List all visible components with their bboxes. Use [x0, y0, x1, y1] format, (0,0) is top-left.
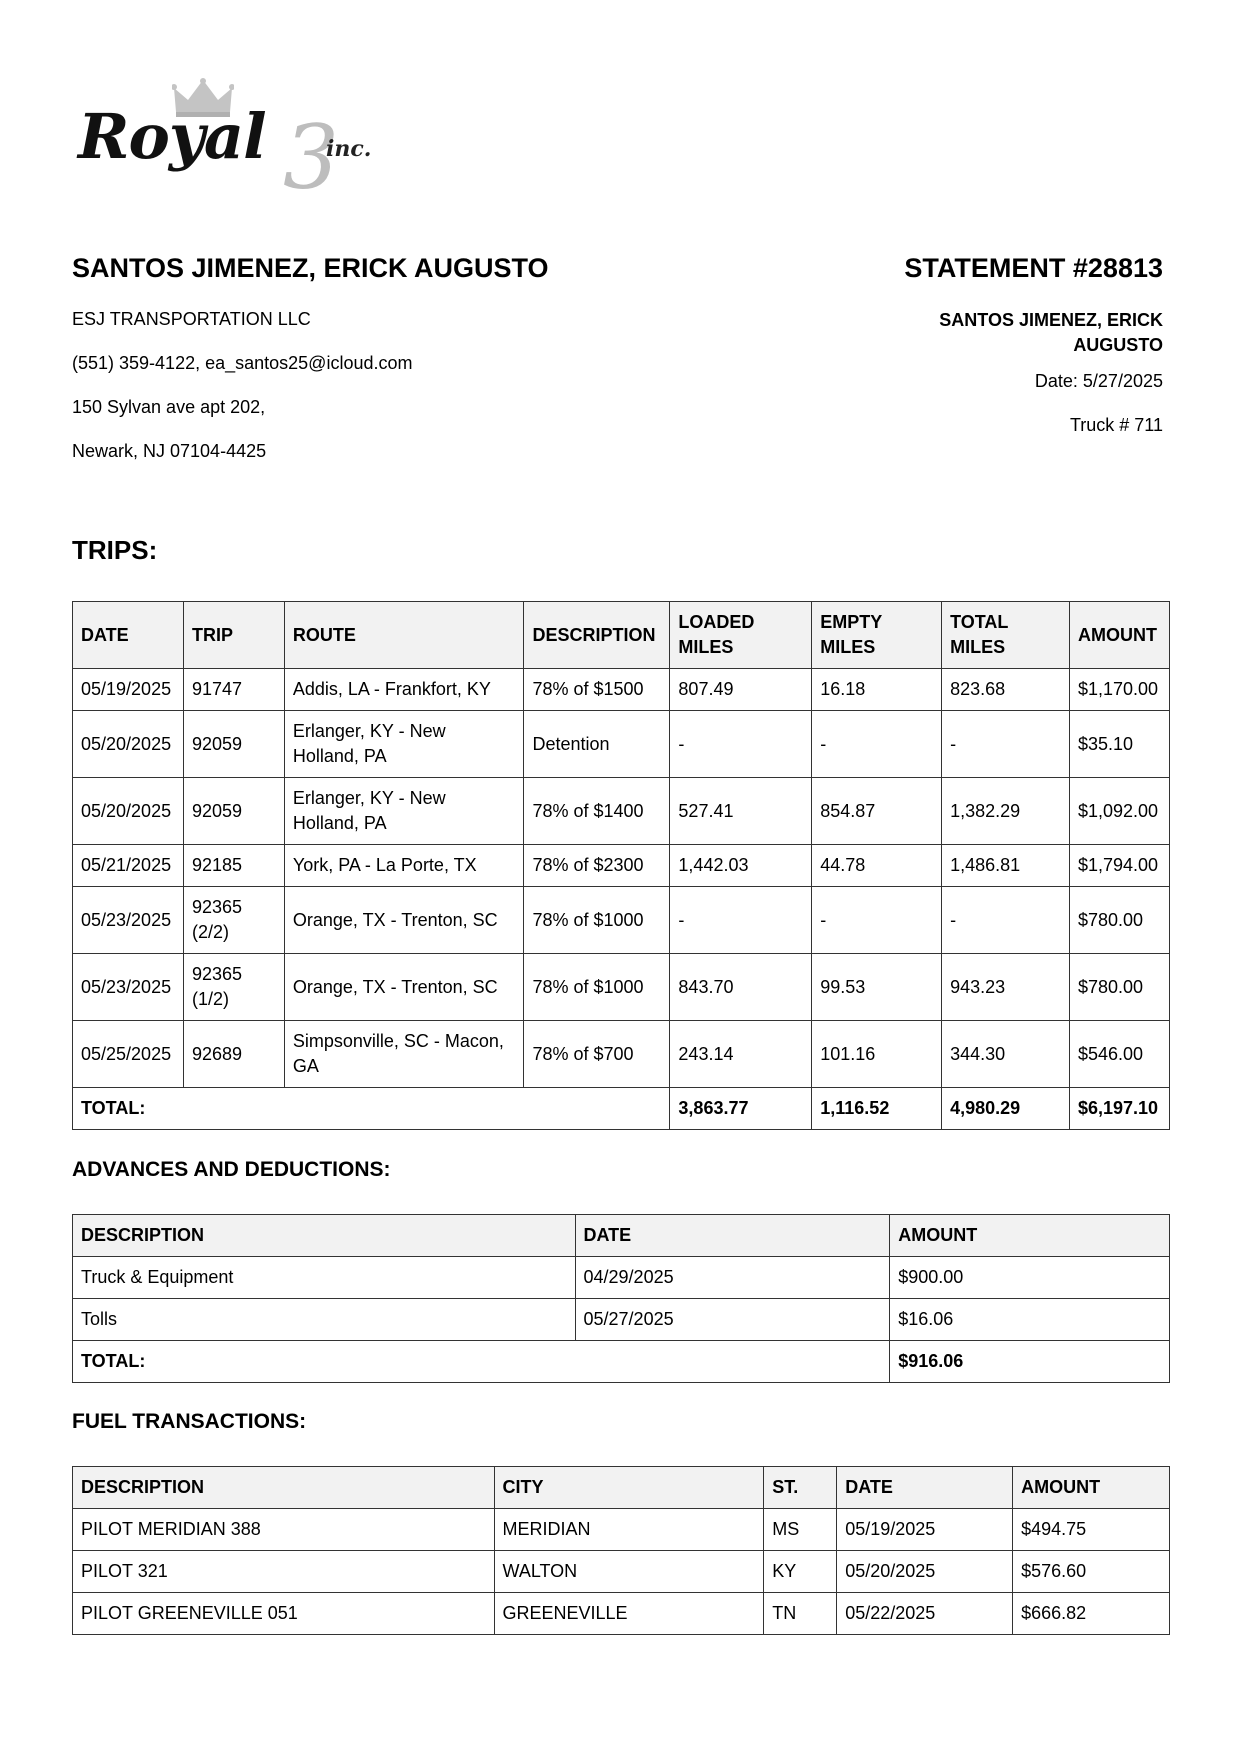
cell: 78% of $700: [524, 1021, 670, 1088]
cell: Erlanger, KY - New Holland, PA: [284, 711, 524, 778]
col-header: LOADED MILES: [670, 602, 812, 669]
table-row: [73, 1257, 1170, 1299]
cell: 243.14: [670, 1021, 812, 1088]
table-row: [73, 669, 1170, 711]
logo-suffix: inc.: [326, 136, 372, 162]
total-amount: $916.06: [890, 1341, 1170, 1383]
fuel-table: [72, 1466, 1170, 1635]
address-line-1: 150 Sylvan ave apt 202,: [72, 397, 266, 417]
cell: KY: [764, 1551, 837, 1593]
cell: 807.49: [670, 669, 812, 711]
trips-table: [72, 601, 1170, 1130]
cell: $576.60: [1013, 1551, 1170, 1593]
cell: 99.53: [812, 954, 942, 1021]
cell: 527.41: [670, 778, 812, 845]
cell: 92365 (1/2): [183, 954, 284, 1021]
cell: $900.00: [890, 1257, 1170, 1299]
table-row: [73, 887, 1170, 954]
cell: 05/27/2025: [575, 1299, 890, 1341]
col-header: AMOUNT: [1069, 602, 1169, 669]
col-header: DATE: [837, 1467, 1013, 1509]
cell: 05/19/2025: [837, 1509, 1013, 1551]
cell: Tolls: [73, 1299, 576, 1341]
cell: 101.16: [812, 1021, 942, 1088]
cell: $35.10: [1069, 711, 1169, 778]
cell: 1,486.81: [942, 845, 1070, 887]
cell: WALTON: [494, 1551, 764, 1593]
statement-info: [763, 252, 1163, 458]
cell: 05/25/2025: [73, 1021, 184, 1088]
table-row: [73, 954, 1170, 1021]
col-header: DATE: [575, 1215, 890, 1257]
truck-number: Truck # 711: [1069, 415, 1163, 435]
cell: 1,442.03: [670, 845, 812, 887]
col-header: TRIP: [183, 602, 284, 669]
cell: -: [670, 711, 812, 778]
cell: $546.00: [1069, 1021, 1169, 1088]
total-miles: 4,980.29: [942, 1088, 1070, 1130]
cell: PILOT 321: [73, 1551, 495, 1593]
company-logo: [78, 78, 388, 209]
company-name: ESJ TRANSPORTATION LLC: [72, 309, 311, 329]
cell: 05/23/2025: [73, 887, 184, 954]
table-header-row: [73, 602, 1170, 669]
cell: 44.78: [812, 845, 942, 887]
cell: 05/21/2025: [73, 845, 184, 887]
cell: Orange, TX - Trenton, SC: [284, 954, 524, 1021]
cell: 92689: [183, 1021, 284, 1088]
cell: 05/22/2025: [837, 1593, 1013, 1635]
cell: MERIDIAN: [494, 1509, 764, 1551]
cell: $494.75: [1013, 1509, 1170, 1551]
total-amount: $6,197.10: [1069, 1088, 1169, 1130]
cell: 1,382.29: [942, 778, 1070, 845]
cell: PILOT GREENEVILLE 051: [73, 1593, 495, 1635]
cell: Addis, LA - Frankfort, KY: [284, 669, 524, 711]
cell: $780.00: [1069, 954, 1169, 1021]
address-line-2: Newark, NJ 07104-4425: [72, 441, 267, 461]
col-header: DESCRIPTION: [524, 602, 670, 669]
table-row: [73, 1021, 1170, 1088]
table-header-row: [73, 1467, 1170, 1509]
cell: 92185: [183, 845, 284, 887]
cell: GREENEVILLE: [494, 1593, 764, 1635]
cell: 823.68: [942, 669, 1070, 711]
cell: 78% of $2300: [524, 845, 670, 887]
cell: MS: [764, 1509, 837, 1551]
total-label: TOTAL:: [73, 1341, 890, 1383]
cell: -: [670, 887, 812, 954]
cell: $1,794.00: [1069, 845, 1169, 887]
cell: 344.30: [942, 1021, 1070, 1088]
total-label: TOTAL:: [73, 1088, 670, 1130]
cell: 92059: [183, 778, 284, 845]
cell: Detention: [524, 711, 670, 778]
table-row: [73, 1551, 1170, 1593]
table-row: [73, 845, 1170, 887]
table-header-row: [73, 1215, 1170, 1257]
table-row: [73, 1299, 1170, 1341]
driver-name: SANTOS JIMENEZ, ERICK AUGUSTO: [72, 253, 549, 283]
cell: -: [942, 887, 1070, 954]
total-loaded-miles: 3,863.77: [670, 1088, 812, 1130]
deductions-table: [72, 1214, 1170, 1383]
col-header: EMPTY MILES: [812, 602, 942, 669]
trips-title: TRIPS:: [72, 535, 158, 565]
col-header: DESCRIPTION: [73, 1215, 576, 1257]
cell: 843.70: [670, 954, 812, 1021]
cell: 05/20/2025: [837, 1551, 1013, 1593]
cell: -: [812, 887, 942, 954]
statement-name: SANTOS JIMENEZ, ERICK AUGUSTO: [939, 310, 1163, 355]
col-header: AMOUNT: [890, 1215, 1170, 1257]
cell: Orange, TX - Trenton, SC: [284, 887, 524, 954]
col-header: DESCRIPTION: [73, 1467, 495, 1509]
cell: 92365 (2/2): [183, 887, 284, 954]
col-header: ST.: [764, 1467, 837, 1509]
col-header: TOTAL MILES: [942, 602, 1070, 669]
col-header: CITY: [494, 1467, 764, 1509]
cell: -: [812, 711, 942, 778]
cell: 92059: [183, 711, 284, 778]
cell: 854.87: [812, 778, 942, 845]
cell: Erlanger, KY - New Holland, PA: [284, 778, 524, 845]
cell: Truck & Equipment: [73, 1257, 576, 1299]
fuel-title: FUEL TRANSACTIONS:: [72, 1410, 307, 1433]
total-empty-miles: 1,116.52: [812, 1088, 942, 1130]
col-header: DATE: [73, 602, 184, 669]
table-row: [73, 711, 1170, 778]
cell: 91747: [183, 669, 284, 711]
cell: 04/29/2025: [575, 1257, 890, 1299]
table-row: [73, 778, 1170, 845]
cell: $1,092.00: [1069, 778, 1169, 845]
total-row: [73, 1341, 1170, 1383]
logo-brand: Royal: [78, 100, 266, 173]
cell: Simpsonville, SC - Macon, GA: [284, 1021, 524, 1088]
cell: 78% of $1000: [524, 887, 670, 954]
col-header: AMOUNT: [1013, 1467, 1170, 1509]
cell: $16.06: [890, 1299, 1170, 1341]
cell: $1,170.00: [1069, 669, 1169, 711]
cell: 05/20/2025: [73, 778, 184, 845]
total-row: [73, 1088, 1170, 1130]
statement-date: Date: 5/27/2025: [1034, 371, 1163, 391]
deductions-title: ADVANCES AND DEDUCTIONS:: [72, 1158, 391, 1181]
cell: 943.23: [942, 954, 1070, 1021]
cell: $780.00: [1069, 887, 1169, 954]
col-header: ROUTE: [284, 602, 524, 669]
cell: 78% of $1500: [524, 669, 670, 711]
cell: 16.18: [812, 669, 942, 711]
cell: York, PA - La Porte, TX: [284, 845, 524, 887]
logo-numeral: 3: [283, 106, 339, 209]
cell: 05/19/2025: [73, 669, 184, 711]
driver-info: [72, 252, 772, 484]
cell: 78% of $1400: [524, 778, 670, 845]
cell: TN: [764, 1593, 837, 1635]
cell: 05/23/2025: [73, 954, 184, 1021]
cell: PILOT MERIDIAN 388: [73, 1509, 495, 1551]
cell: 78% of $1000: [524, 954, 670, 1021]
cell: -: [942, 711, 1070, 778]
table-row: [73, 1593, 1170, 1635]
table-row: [73, 1509, 1170, 1551]
cell: 05/20/2025: [73, 711, 184, 778]
contact-info: (551) 359-4122, ea_santos25@icloud.com: [72, 353, 413, 373]
statement-title: STATEMENT #28813: [904, 253, 1163, 283]
cell: $666.82: [1013, 1593, 1170, 1635]
